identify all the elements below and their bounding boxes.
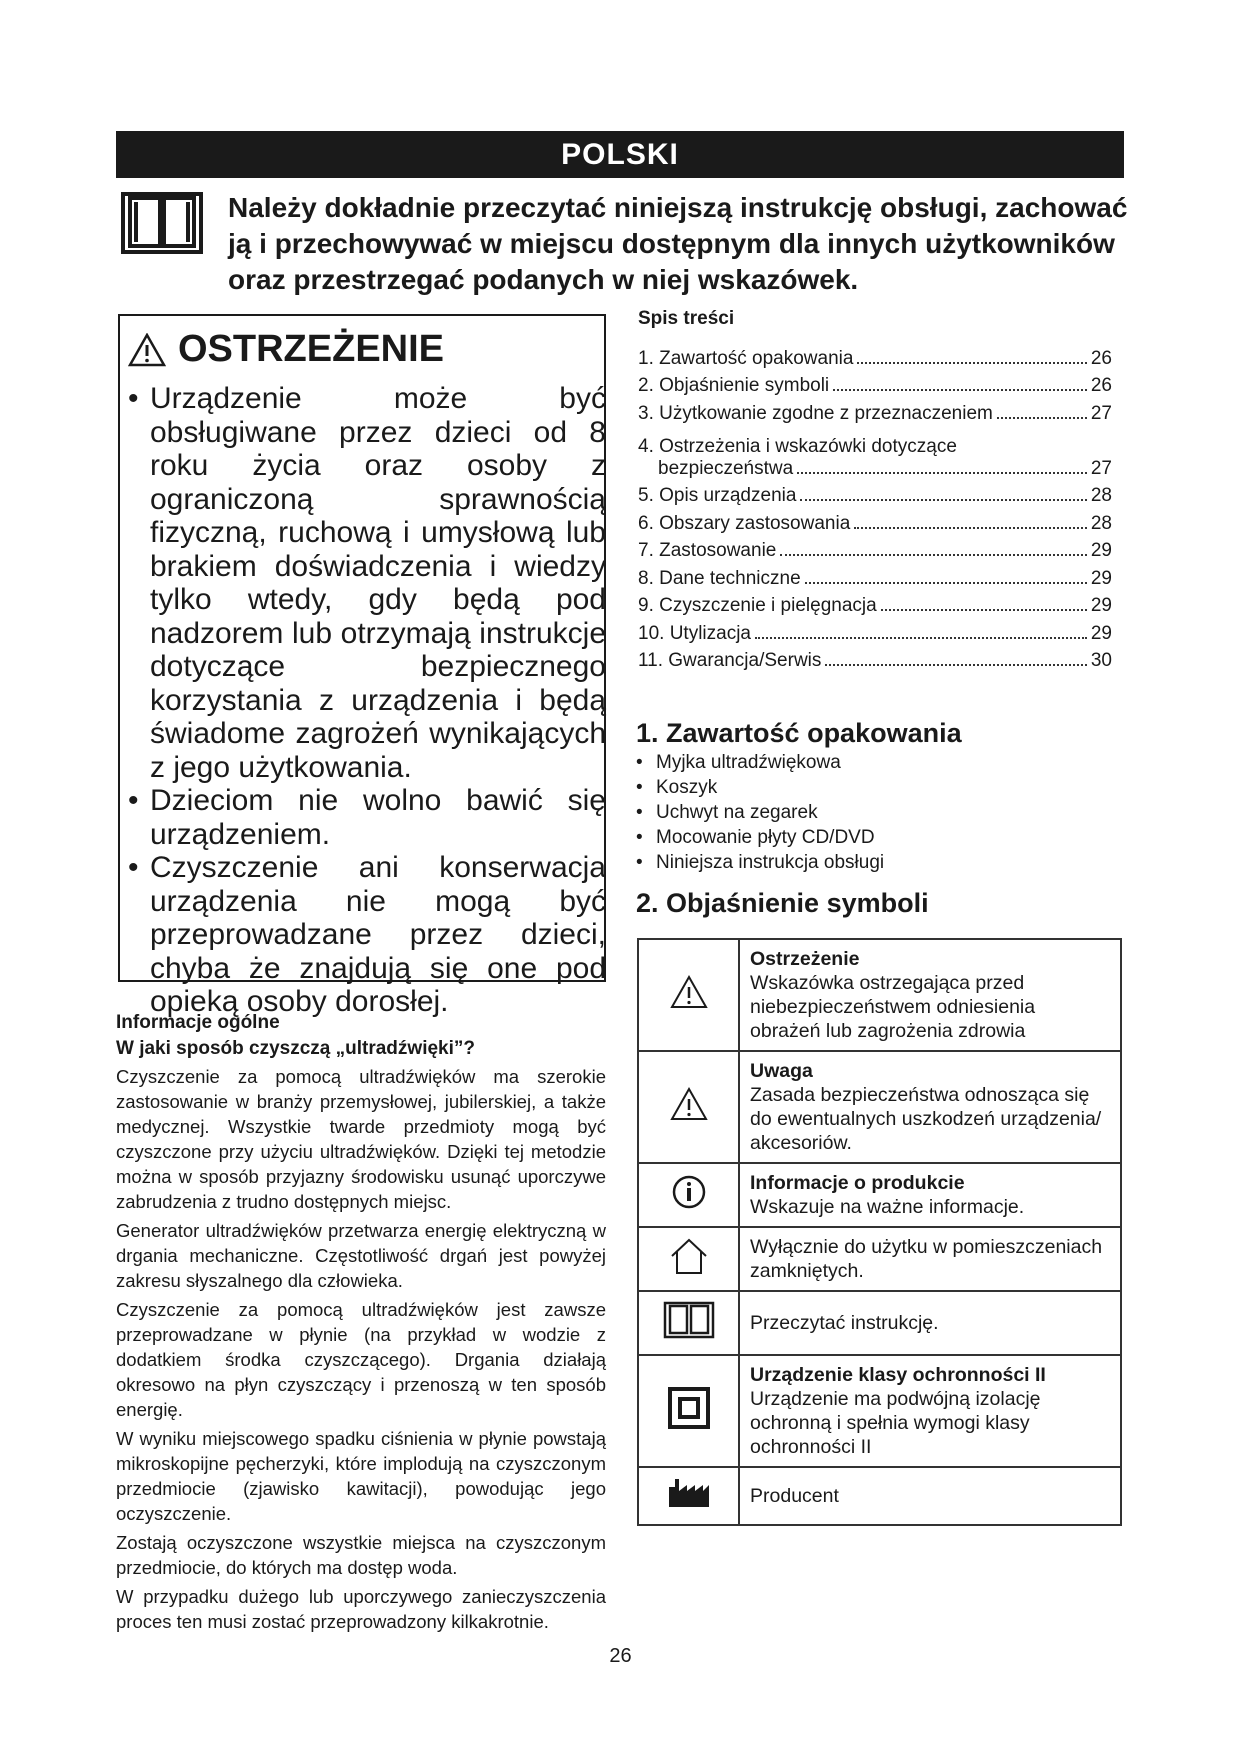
toc-title: Spis treści — [638, 308, 735, 329]
list-item: • Mocowanie płyty CD/DVD — [636, 825, 884, 850]
intro-text: Należy dokładnie przeczytać niniejszą instrukcję obsługi, zachować ją i przechowywać w miejscu dostępnym dla innych użytkowników oraz przestrzegać podanych w niej wskazówek. — [228, 192, 1128, 295]
toc-item[interactable]: 9. Czyszczenie i pielęgnacja 29 — [638, 595, 1112, 616]
symbol-title: Uwaga — [750, 1060, 813, 1082]
symbol-title: Urządzenie klasy ochronności II — [750, 1364, 1046, 1386]
general-body — [116, 1064, 606, 1638]
paragraph: Generator ultradźwięków przetwarza energię elektryczną w drgania mechaniczne. Częstotliwość drgań jest powyżej zakresu słyszalnego dla człowieka. — [116, 1220, 606, 1291]
symbol-desc: Zasada bezpieczeństwa odnosząca się do ewentualnych uszkodzeń urządzenia/ akcesoriów. — [750, 1084, 1102, 1154]
toc-item[interactable]: 11. Gwarancja/Serwis 30 — [638, 650, 1112, 671]
class-ii-icon — [638, 1355, 739, 1467]
language-header — [116, 131, 1124, 178]
paragraph: Czyszczenie za pomocą ultradźwięków ma szerokie zastosowanie w branży przemysłowej, jubilerskiej, a także medycznej. Wszystkie twarde przedmioty mogą być czyszczone przy użyciu ultradźwięków. Dzięki tej metodzie można w sposób przyjazny środowisku usunąć uporczywe zabrudzenia z trudno dostępnych miejsc. — [116, 1066, 606, 1212]
warning-title: OSTRZEŻENIE — [178, 328, 445, 370]
package-contents-list — [636, 750, 884, 875]
table-of-contents — [638, 342, 1112, 672]
general-title: Informacje ogólne — [116, 1012, 280, 1033]
general-heading — [116, 1010, 475, 1062]
toc-item[interactable]: 6. Obszary zastosowania 28 — [638, 512, 1112, 534]
book-icon — [120, 190, 204, 256]
toc-item[interactable]: 8. Dane techniczne 29 — [638, 567, 1112, 589]
toc-item[interactable]: 7. Zastosowanie 29 — [638, 540, 1112, 561]
read-manual-icon — [638, 1291, 739, 1355]
symbol-desc: Wyłącznie do użytku w pomieszczeniach zamkniętych. — [750, 1236, 1103, 1282]
symbol-desc: Urządzenie ma podwójną izolację ochronną i spełnia wymogi klasy ochronności II — [750, 1388, 1041, 1458]
warning-heading — [128, 328, 444, 371]
page-number: 26 — [609, 1645, 632, 1667]
general-question: W jaki sposób czyszczą „ultradźwięki”? — [116, 1038, 475, 1059]
warning-item: • Czyszczenie ani konserwacja urządzenia nie mogą być przeprowadzane przez dzieci, chyba że znajdują się one pod opieką osoby dorosłej. — [128, 851, 606, 1019]
table-row — [638, 1227, 1121, 1291]
indoor-house-icon — [638, 1227, 739, 1291]
symbol-desc: Wskazuje na ważne informacje. — [750, 1196, 1025, 1218]
symbol-desc: Przeczytać instrukcję. — [750, 1312, 939, 1334]
table-row — [638, 1355, 1121, 1467]
symbols-table — [637, 938, 1122, 1526]
table-row — [638, 939, 1121, 1051]
symbol-title: Informacje o produkcie — [750, 1172, 965, 1194]
toc-item[interactable]: 5. Opis urządzenia 28 — [638, 485, 1112, 506]
warning-list — [128, 382, 606, 1019]
info-icon — [638, 1163, 739, 1227]
table-row — [638, 1291, 1121, 1355]
paragraph: W przypadku dużego lub uporczywego zanieczyszczenia proces ten musi zostać przeprowadzony kilkakrotnie. — [116, 1586, 606, 1632]
list-item: • Uchwyt na zegarek — [636, 800, 884, 825]
toc-item[interactable]: 1. Zawartość opakowania 26 — [638, 347, 1112, 369]
caution-triangle-icon — [638, 1051, 739, 1163]
paragraph: Czyszczenie za pomocą ultradźwięków jest zawsze przeprowadzane w płynie (na przykład w wodzie z dodatkiem środka czyszczącego). Drgania działają okresowo na płyn czyszczący i przenoszą w ten sposób energię. — [116, 1299, 606, 1420]
list-item: • Myjka ultradźwiękowa — [636, 750, 884, 775]
language-label: POLSKI — [561, 137, 679, 171]
toc-item[interactable]: 4. Ostrzeżenia i wskazówki dotyczące bezpieczeństwa 27 — [638, 435, 1112, 479]
warning-triangle-icon — [128, 333, 166, 367]
section2-title: 2. Objaśnienie symboli — [636, 888, 929, 918]
section1-title: 1. Zawartość opakowania — [636, 718, 962, 748]
table-row — [638, 1051, 1121, 1163]
symbol-desc: Producent — [750, 1485, 839, 1507]
toc-item[interactable]: 10. Utylizacja 29 — [638, 622, 1112, 644]
list-item: • Koszyk — [636, 775, 884, 800]
symbol-title: Ostrzeżenie — [750, 948, 860, 970]
table-row — [638, 1467, 1121, 1525]
paragraph: Zostają oczyszczone wszystkie miejsca na czyszczonym przedmiocie, do których ma dostęp woda. — [116, 1532, 606, 1578]
symbol-desc: Wskazówka ostrzegająca przed niebezpieczeństwem odniesienia obrażeń lub zagrożenia zdrowia — [750, 972, 1036, 1042]
table-row — [638, 1163, 1121, 1227]
list-item: • Niniejsza instrukcja obsługi — [636, 850, 884, 875]
manufacturer-icon — [638, 1467, 739, 1525]
warning-triangle-icon — [638, 939, 739, 1051]
paragraph: W wyniku miejscowego spadku ciśnienia w płynie powstają mikroskopijne pęcherzyki, które implodują na czyszczonym przedmiocie (zjawisko kawitacji), powodując jego oczyszczenie. — [116, 1428, 606, 1524]
warning-item: • Dzieciom nie wolno bawić się urządzeniem. — [128, 784, 606, 851]
warning-item: • Urządzenie może być obsługiwane przez dzieci od 8 roku życia oraz osoby z ograniczoną sprawnością fizyczną, ruchową i umysłową lub brakiem doświadczenia i wiedzy tylko wtedy, gdy będą pod nadzorem lub otrzymają instrukcje dotyczące bezpiecznego korzystania z urządzenia i będą świadome zagrożeń wynikających z jego użytkowania. — [128, 382, 606, 784]
toc-item[interactable]: 3. Użytkowanie zgodne z przeznaczeniem 27 — [638, 402, 1112, 424]
toc-item[interactable]: 2. Objaśnienie symboli 26 — [638, 375, 1112, 396]
